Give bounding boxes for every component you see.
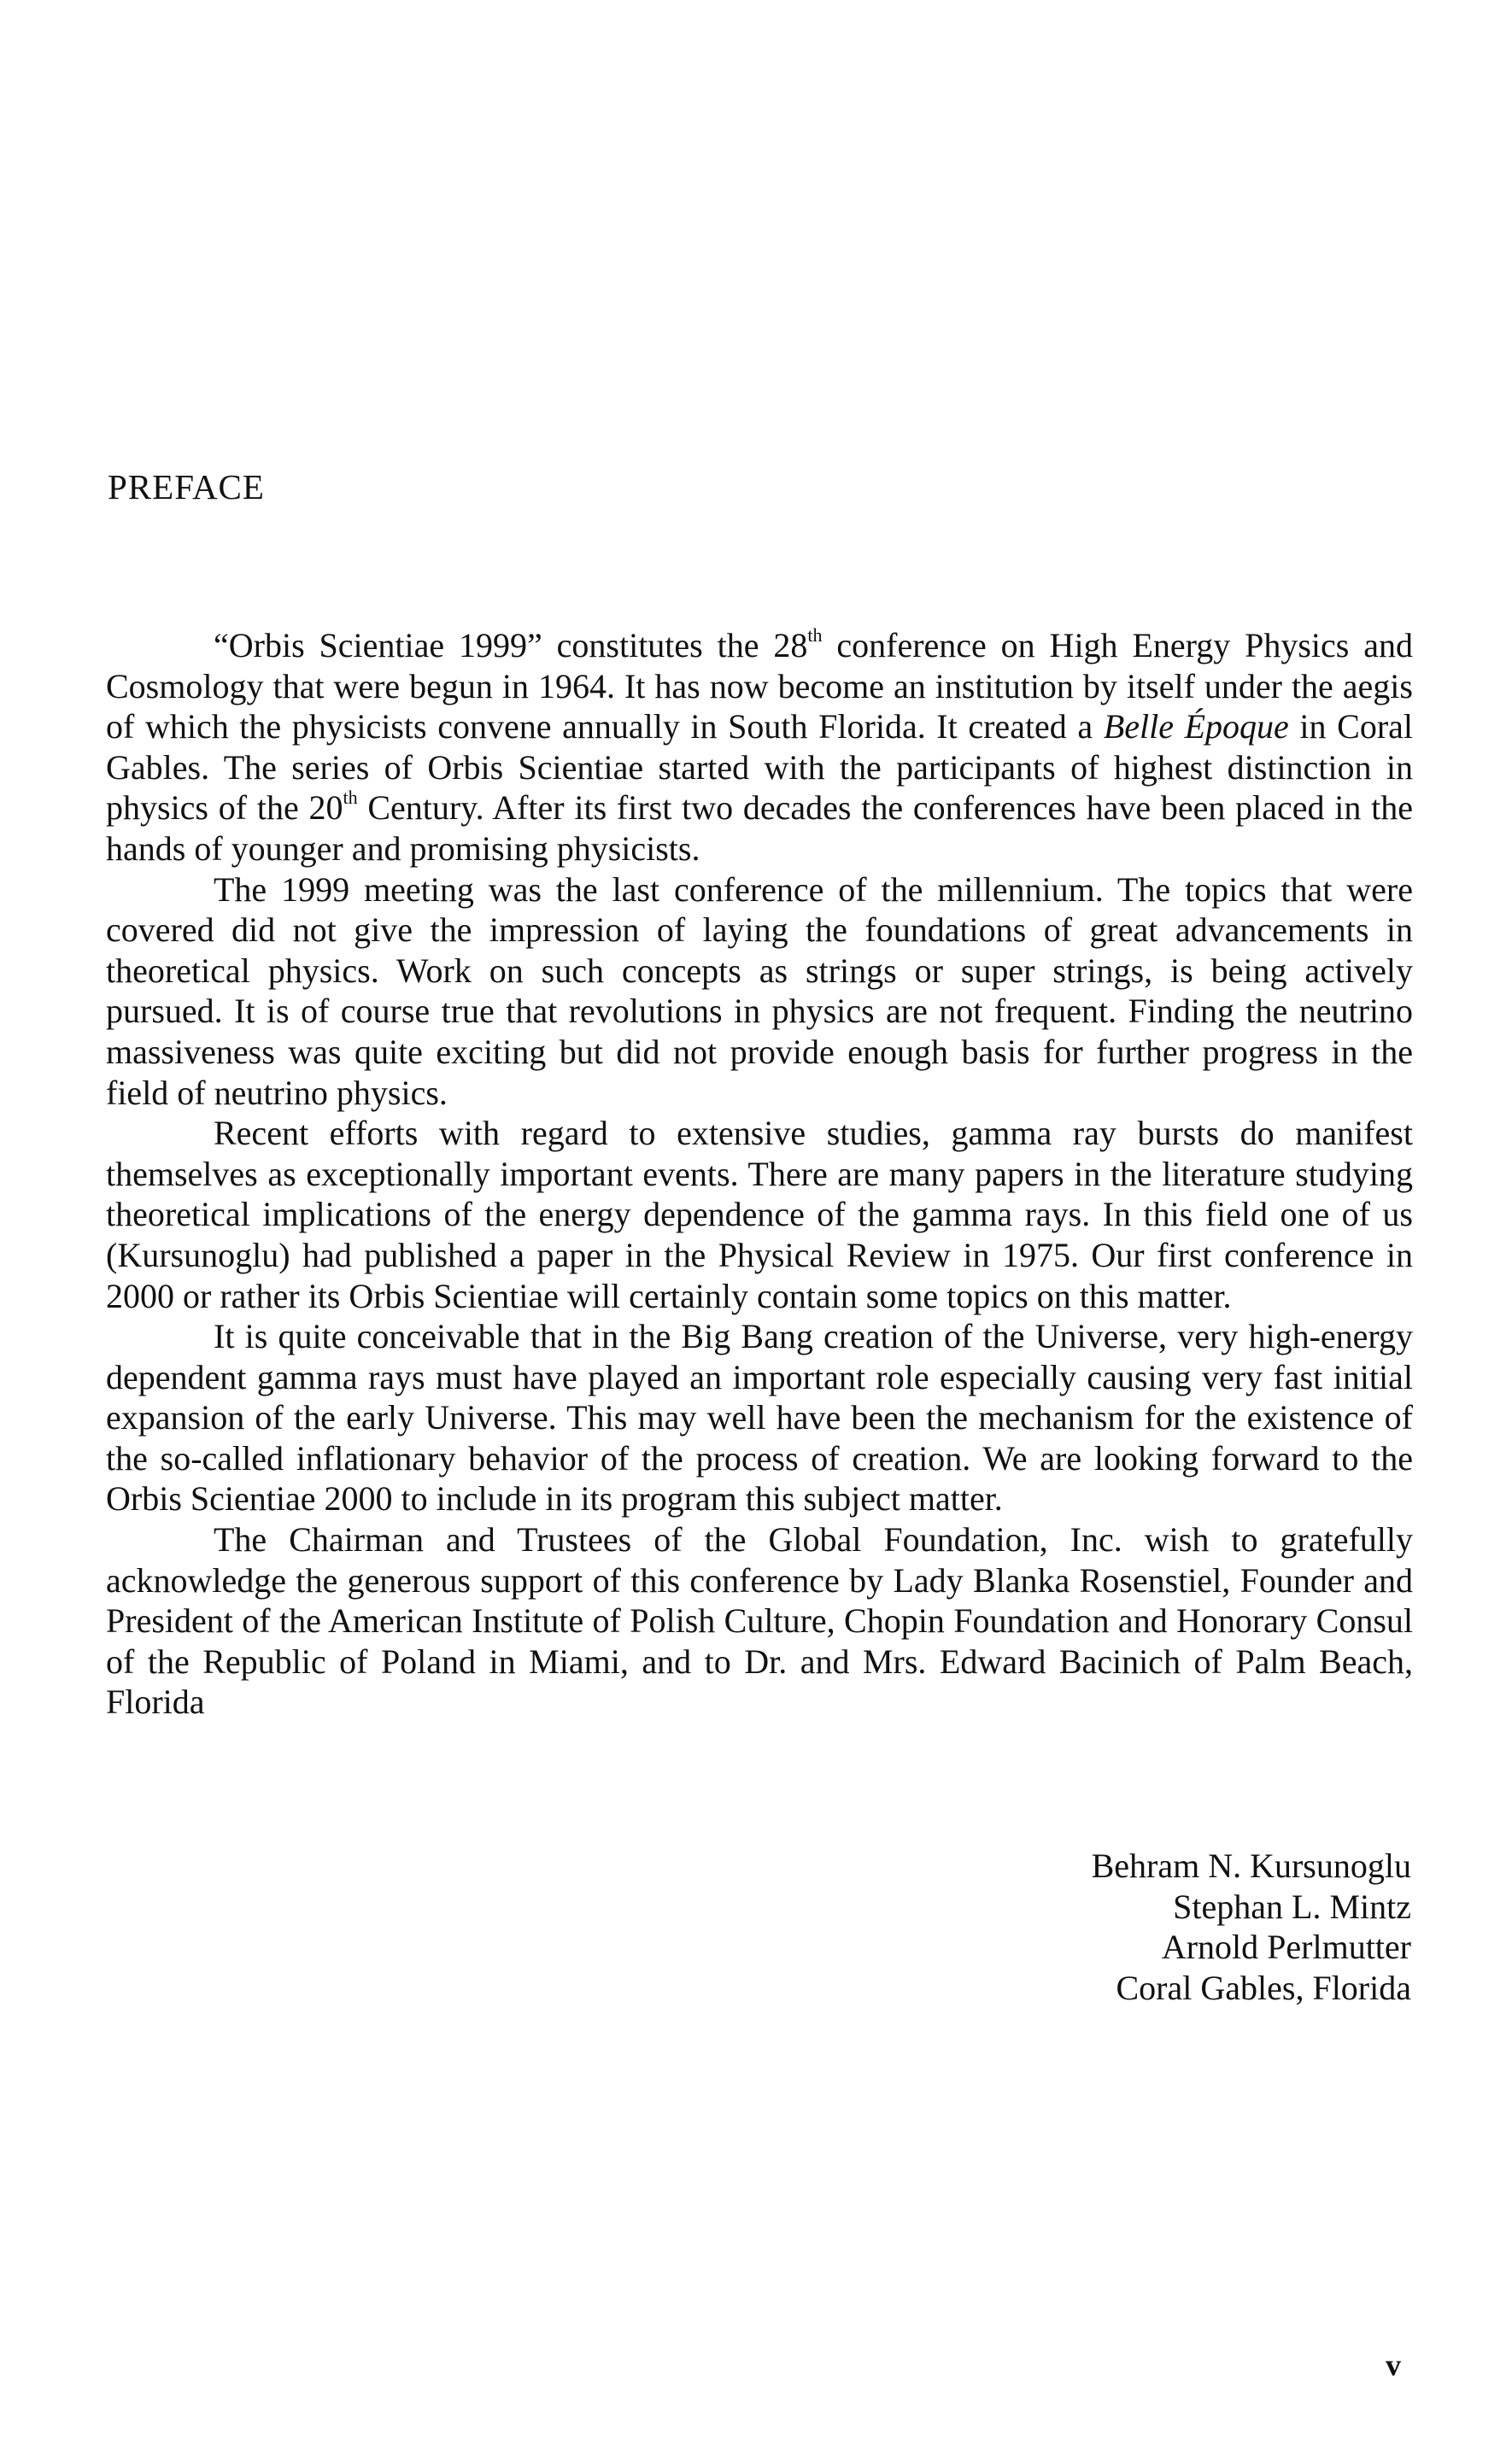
paragraph-2: The 1999 meeting was the last conference of the millennium. The topics that were covered did not give the impression of laying the foundations of great advancements in theoretical physics. Work on such concepts as strings or super strings, is being actively pursued. It is of course true that revolutions in physics are not frequent. Finding the neutrino massiveness was quite exciting but did not provide enough basis for further progress in the field of neutrino physics. [106, 869, 1413, 1112]
page-number: v [1386, 2348, 1401, 2382]
paragraph-4: It is quite conceivable that in the Big Bang creation of the Universe, very high-energy dependent gamma rays must have played an important role especially causing very fast initial expansion of the early Universe. This may well have been the mechanism for the existence of the so-called inflationary behavior of the process of creation. We are looking forward to the Orbis Scientiae 2000 to include in its program this subject matter. [106, 1317, 1413, 1519]
paragraph-1-part-b: conference on High Energy Physics and Cosmology that were begun in 1964. It has now become an institution by itself under the aegis of which the physicists convene annually in South Florida. It created a [106, 626, 1413, 746]
paragraph-3: Recent efforts with regard to extensive studies, gamma ray bursts do manifest themselves as exceptionally important events. There are many papers in the literature studying theoretical implications of the energy dependence of the gamma rays. In this field one of us (Kursunoglu) had published a paper in the Physical Review in 1975. Our first conference in 2000 or rather its Orbis Scientiae will certainly contain some topics on this matter. [106, 1114, 1413, 1315]
superscript-th-1: th [807, 623, 823, 646]
superscript-th-2: th [343, 787, 358, 809]
preface-body [106, 625, 1413, 1723]
signature-block [1092, 1846, 1411, 2008]
signature-line-1: Behram N. Kursunoglu [1091, 1847, 1411, 1885]
paragraph-5: The Chairman and Trustees of the Global Foundation, Inc. wish to gratefully acknowledge the generous support of this conference by Lady Blanka Rosenstiel, Founder and President of the American Institute of Polish Culture, Chopin Foundation and Honorary Consul of the Republic of Poland in Miami, and to Dr. and Mrs. Edward Bacinich of Palm Beach, Florida [106, 1520, 1413, 1722]
signature-line-3: Arnold Perlmutter [1161, 1928, 1411, 1966]
paragraph-1-part-a: “Orbis Scientiae 1999” constitutes the 28 [214, 626, 808, 664]
paragraph-1-part-c: in Coral Gables. The series of Orbis Scientiae started with the participants of highest distinction in physics of the 20 [106, 707, 1414, 828]
page-title: PREFACE [108, 467, 265, 506]
signature-line-2: Stephan L. Mintz [1173, 1887, 1411, 1926]
paragraph-1 [106, 625, 1413, 869]
signature-line-4: Coral Gables, Florida [1116, 1968, 1411, 2007]
italic-belle-epoque: Belle Époque [1103, 707, 1289, 746]
paragraph-1-part-d: Century. After its first two decades the conferences have been placed in the hands of younger and promising physicists. [106, 788, 1414, 868]
